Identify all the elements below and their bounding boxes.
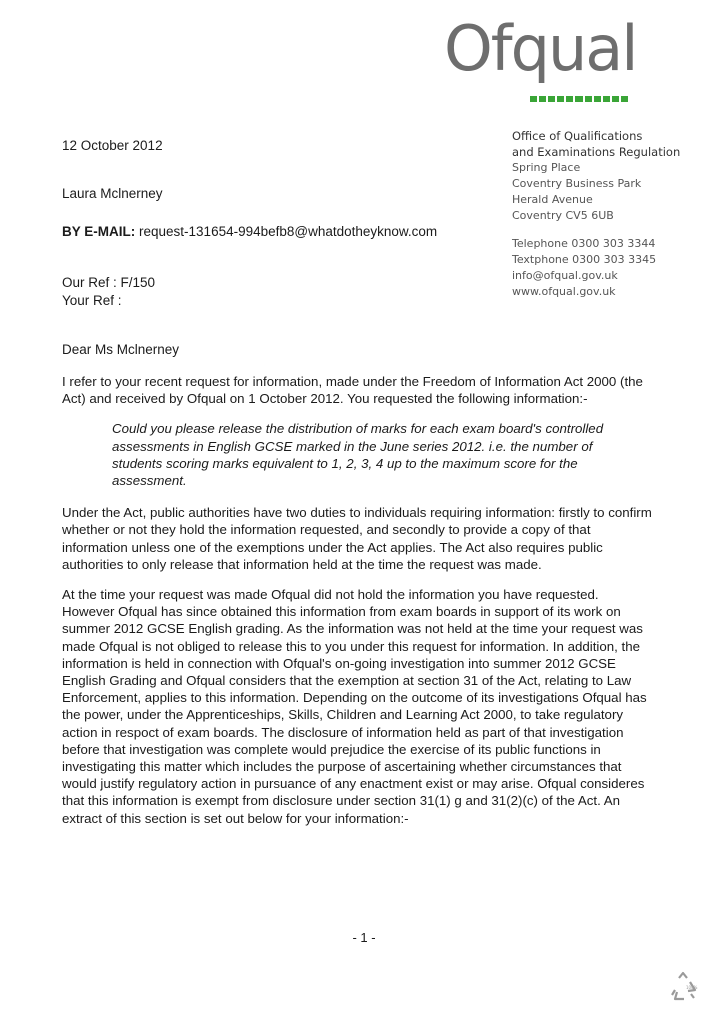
- svg-text:100%: 100%: [686, 985, 698, 990]
- office-email: info@ofqual.gov.uk: [512, 269, 618, 282]
- paragraph-response: At the time your request was made Ofqual did not hold the information you have requested. However Ofqual has since obtained this information from exam boards in support of its work on summer 2012 GCSE English grading. As the information was not held at the time your request was made Ofqual is not obliged to release this to you under this request for information. In addition, the information is held in connection with Ofqual's on-going investigation into summer 2012 GCSE English Grading and Ofqual considers that the exemption at section 31 of the Act, relating to Law Enforcement, applies to this information. Depending on the outcome of its investigations Ofqual has the power, under the Apprenticeships, Skills, Children and Learning Act 2000, to take regulatory action in respoct of exam boards. The disclosure of information held as part of that investigation before that investigation was complete would prejudice the exercise of its public functions in investigating this matter which includes the purpose of ascertaining whether circumstances that would justify regulatory action in pursuance of any enactment exist or may arise. Ofqual consideres that this information is exempt from disclosure under section 31(1) g and 31(2)(c) of the Act. An extract of this section is set out below for your information:-: [62, 587, 647, 826]
- address-line: Spring Place: [512, 161, 581, 174]
- references: [62, 274, 155, 310]
- recycle-icon: [666, 970, 700, 1004]
- address-line: Herald Avenue: [512, 193, 593, 206]
- letter-body: [62, 373, 652, 840]
- office-textphone: Textphone 0300 303 3345: [512, 253, 657, 266]
- salutation: Dear Ms Mclnerney: [62, 342, 180, 357]
- office-name-line2: and Examinations Regulation: [512, 145, 681, 159]
- paragraph-request: I refer to your recent request for information, made under the Freedom of Information Act 2000 (the Act) and received by Ofqual on 1 October 2012. You requested the following information:-: [62, 374, 643, 407]
- our-ref: Our Ref : F/150: [62, 275, 156, 290]
- page-number: - 1 -: [352, 930, 376, 945]
- address-line: Coventry CV5 6UB: [512, 209, 614, 222]
- recipient-name: Laura Mclnerney: [62, 186, 163, 201]
- ofqual-logo-bar: [530, 96, 628, 102]
- office-website: www.ofqual.gov.uk: [512, 285, 616, 298]
- ofqual-logo: Ofqual: [444, 12, 637, 85]
- your-ref: Your Ref :: [62, 293, 122, 308]
- office-telephone: Telephone 0300 303 3344: [512, 237, 656, 250]
- email-line: [62, 224, 437, 239]
- quoted-request: Could you please release the distribution of marks for each exam board's controlled assessments in English GCSE marked in the June series 2012. i.e. the number of students scoring marks equivalent to 1, 2, 3, 4 up to the maximum score for the assessment.: [112, 421, 604, 489]
- office-address-block: [512, 128, 680, 300]
- letter-date: 12 October 2012: [62, 138, 163, 153]
- email-label: BY E-MAIL:: [62, 224, 136, 239]
- paragraph-duties: Under the Act, public authorities have two duties to individuals requiring information: firstly to confirm whether or not they hold the information requested, and secondly to provide a copy of that information unless one of the exemptions under the Act applies. The Act also requires public authorities to only release that information held at the time the request was made.: [62, 505, 652, 572]
- office-name-line1: Office of Qualifications: [512, 129, 643, 143]
- email-address: request-131654-994befb8@whatdotheyknow.com: [139, 224, 438, 239]
- address-line: Coventry Business Park: [512, 177, 642, 190]
